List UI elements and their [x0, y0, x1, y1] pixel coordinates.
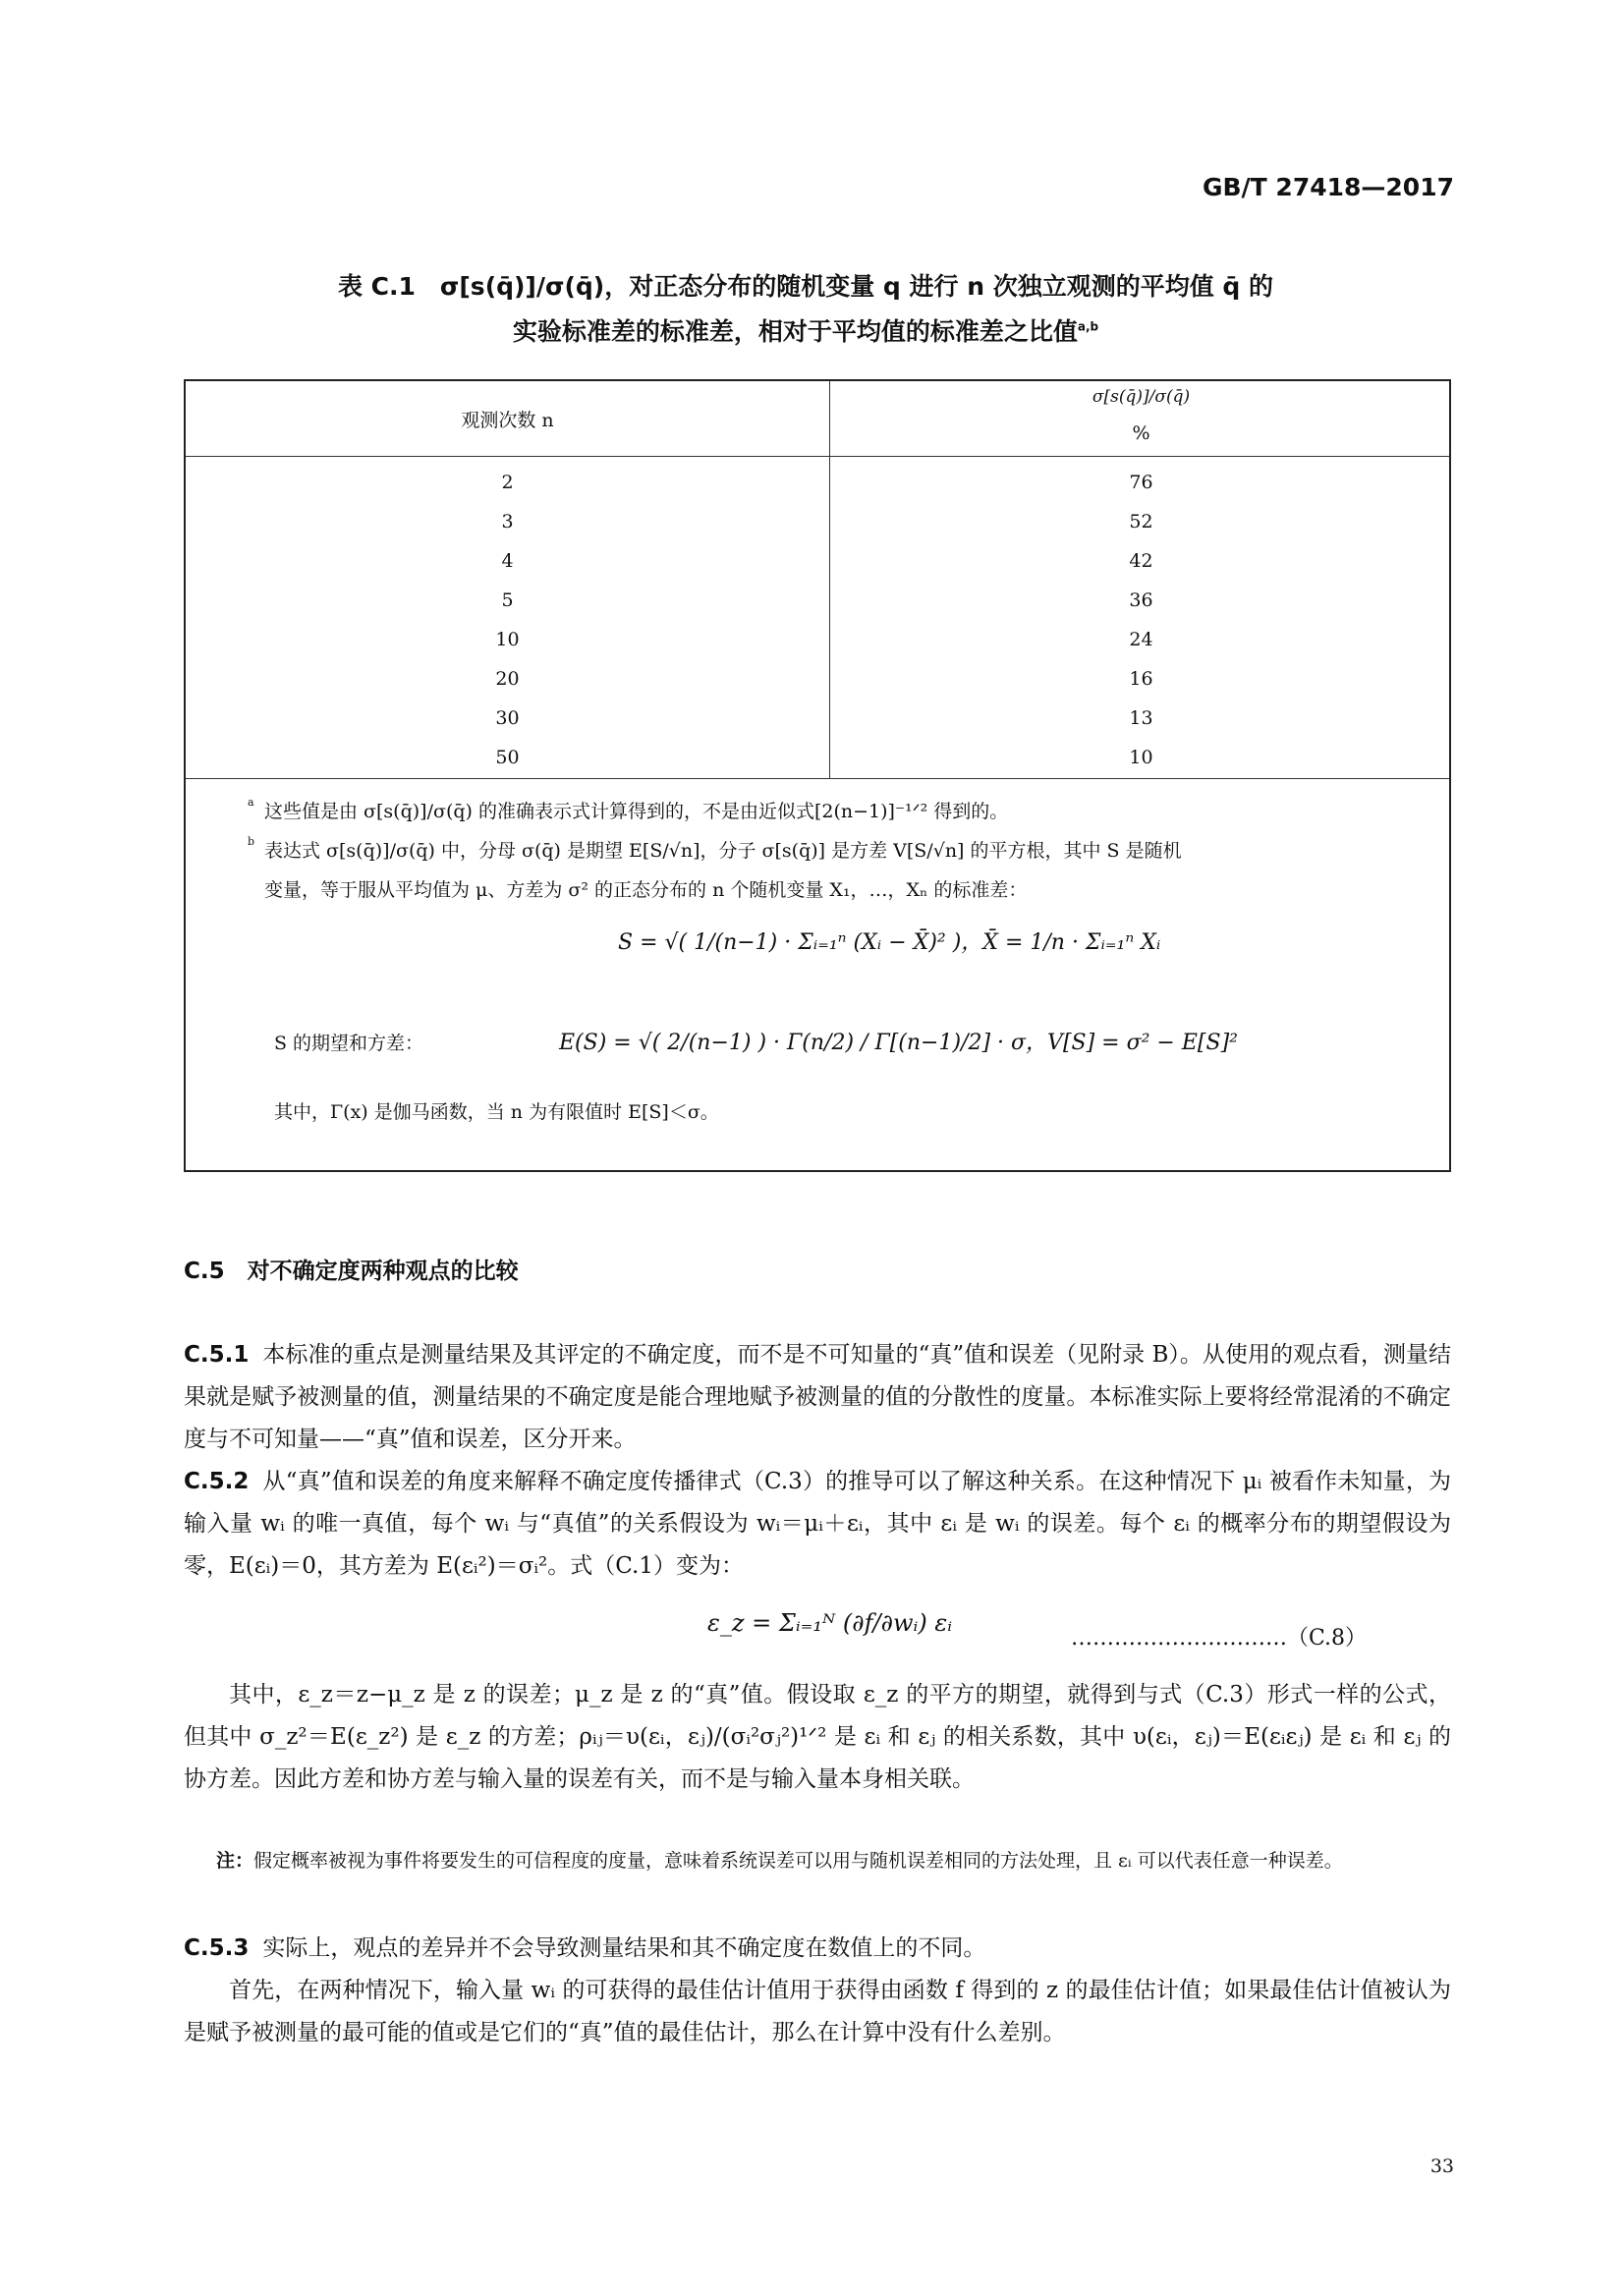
- expectation-label: S 的期望和方差：: [274, 1033, 424, 1054]
- clause-c52-text: 从“真”值和误差的角度来解释不确定度传播律式（C.3）的推导可以了解这种关系。在这种情况下 μᵢ 被看作未知量，为输入量 wᵢ 的唯一真值，每个 wᵢ 与“真值”的关系假设为 wᵢ＝μᵢ＋εᵢ，其中 εᵢ 是 wᵢ 的误差。每个 εᵢ 的概率分布的期望假设为零，E(εᵢ)＝0，其方差为 E(εᵢ²)＝σᵢ²。式（C.1）变为：: [184, 1469, 1451, 1579]
- equation-c8-number: …………………………（C.8）: [1071, 1626, 1368, 1651]
- cell-n: 3: [501, 511, 514, 532]
- cell-ratio: 36: [1129, 589, 1153, 611]
- table-row: [186, 466, 1449, 505]
- page-number: 33: [1429, 2156, 1454, 2177]
- table-row: [186, 741, 1449, 780]
- note-label: 注：: [216, 1850, 254, 1872]
- table-caption-footnote-marks: a,b: [1077, 319, 1099, 334]
- table-row: [186, 544, 1449, 584]
- column-header-n: 观测次数 n: [461, 410, 554, 431]
- cell-n: 10: [495, 629, 520, 650]
- note-b-line2: 变量，等于服从平均值为 μ、方差为 σ² 的正态分布的 n 个随机变量 X₁，…，Xₙ 的标准差：: [264, 879, 1028, 901]
- clause-c53-paragraph-2: 首先，在两种情况下，输入量 wᵢ 的可获得的最佳估计值用于获得由函数 f 得到的 z 的最佳估计值；如果最佳估计值被认为是赋予被测量的最可能的值或是它们的“真”值的最佳估计，那么在计算中没有什么差别。: [184, 1978, 1451, 2045]
- clause-c53-text: 实际上，观点的差异并不会导致测量结果和其不确定度在数值上的不同。: [262, 1935, 986, 1961]
- equation-c8: ε_z = Σᵢ₌₁ᴺ (∂f/∂wᵢ) εᵢ: [707, 1609, 953, 1637]
- formula-es: E(S) = √( 2/(n−1) ) · Γ(n/2) / Γ[(n−1)/2] · σ，V[S] = σ² − E[S]²: [559, 1031, 1238, 1055]
- clause-c52-label: C.5.2: [184, 1469, 250, 1494]
- cell-n: 5: [501, 589, 514, 611]
- note-a-mark: a: [248, 796, 254, 809]
- cell-n: 20: [495, 668, 520, 690]
- cell-ratio: 16: [1129, 668, 1153, 690]
- table-caption-text: 实验标准差的标准差，相对于平均值的标准差之比值: [512, 317, 1078, 346]
- clause-c52: [184, 1461, 1451, 1588]
- table-body: [186, 466, 1449, 780]
- cell-ratio: 10: [1129, 747, 1153, 768]
- table-caption-line2: [147, 312, 1464, 348]
- table-row: [186, 701, 1449, 741]
- table-c1: [184, 379, 1451, 1172]
- table-row: [186, 584, 1449, 623]
- clause-c53: [184, 1928, 1451, 1970]
- cell-ratio: 13: [1129, 707, 1153, 729]
- formula-s: S = √( 1/(n−1) · Σᵢ₌₁ⁿ (Xᵢ − X̄)² )，X̄ = 1/n · Σᵢ₌₁ⁿ Xᵢ: [618, 930, 1161, 955]
- paragraph-after-equation: 其中，ε_z＝z−μ_z 是 z 的误差；μ_z 是 z 的“真”值。假设取 ε_z 的平方的期望，就得到与式（C.3）形式一样的公式，但其中 σ_z²＝E(ε_z²) 是 ε_z 的方差；ρᵢⱼ＝υ(εᵢ，εⱼ)/(σᵢ²σⱼ²)¹ᐟ² 是 εᵢ 和 εⱼ 的相关系数，其中 υ(εᵢ，εⱼ)＝E(εᵢεⱼ) 是 εᵢ 和 εⱼ 的协方差。因此方差和协方差与输入量的误差有关，而不是与输入量本身相关联。: [184, 1682, 1451, 1792]
- note-a: 这些值是由 σ[s(q̄)]/σ(q̄) 的准确表示式计算得到的，不是由近似式[2(n−1)]⁻¹ᐟ² 得到的。: [264, 801, 1009, 822]
- table-row: [186, 662, 1449, 701]
- table-row: [186, 505, 1449, 544]
- table-row: [186, 623, 1449, 662]
- cell-ratio: 76: [1129, 472, 1153, 493]
- cell-n: 30: [495, 707, 520, 729]
- column-header-unit: %: [1132, 422, 1150, 444]
- cell-n: 4: [501, 550, 514, 572]
- table-caption-line1: 表 C.1 σ[s(q̄)]/σ(q̄)，对正态分布的随机变量 q 进行 n 次独立观测的平均值 q̄ 的: [337, 272, 1274, 301]
- cell-n: 50: [495, 747, 520, 768]
- section-heading: C.5 对不确定度两种观点的比较: [184, 1259, 519, 1284]
- column-header-ratio: σ[s(q̄)]/σ(q̄): [1092, 387, 1191, 407]
- clause-c51-label: C.5.1: [184, 1342, 250, 1368]
- header-divider: [186, 456, 1449, 457]
- standard-number: GB/T 27418—2017: [1202, 173, 1454, 201]
- note-b-mark: b: [248, 835, 255, 848]
- note-block: [216, 1843, 1451, 1879]
- clause-c53-label: C.5.3: [184, 1935, 250, 1961]
- gamma-note: 其中，Γ(x) 是伽马函数，当 n 为有限值时 E[S]＜σ。: [274, 1101, 719, 1123]
- note-text: 假定概率被视为事件将要发生的可信程度的度量，意味着系统误差可以用与随机误差相同的方法处理，且 εᵢ 可以代表任意一种误差。: [253, 1850, 1343, 1872]
- cell-n: 2: [501, 472, 514, 493]
- note-b-line1: 表达式 σ[s(q̄)]/σ(q̄) 中，分母 σ(q̄) 是期望 E[S/√n]，分子 σ[s(q̄)] 是方差 V[S/√n] 的平方根，其中 S 是随机: [264, 840, 1182, 862]
- cell-ratio: 52: [1129, 511, 1153, 532]
- clause-c51: [184, 1334, 1451, 1461]
- clause-c51-text: 本标准的重点是测量结果及其评定的不确定度，而不是不可知量的“真”值和误差（见附录 B）。从使用的观点看，测量结果就是赋予被测量的值，测量结果的不确定度是能合理地赋予被测量的值的分散性的度量。本标准实际上要将经常混淆的不确定度与不可知量——“真”值和误差，区分开来。: [184, 1342, 1451, 1452]
- cell-ratio: 24: [1129, 629, 1153, 650]
- cell-ratio: 42: [1129, 550, 1153, 572]
